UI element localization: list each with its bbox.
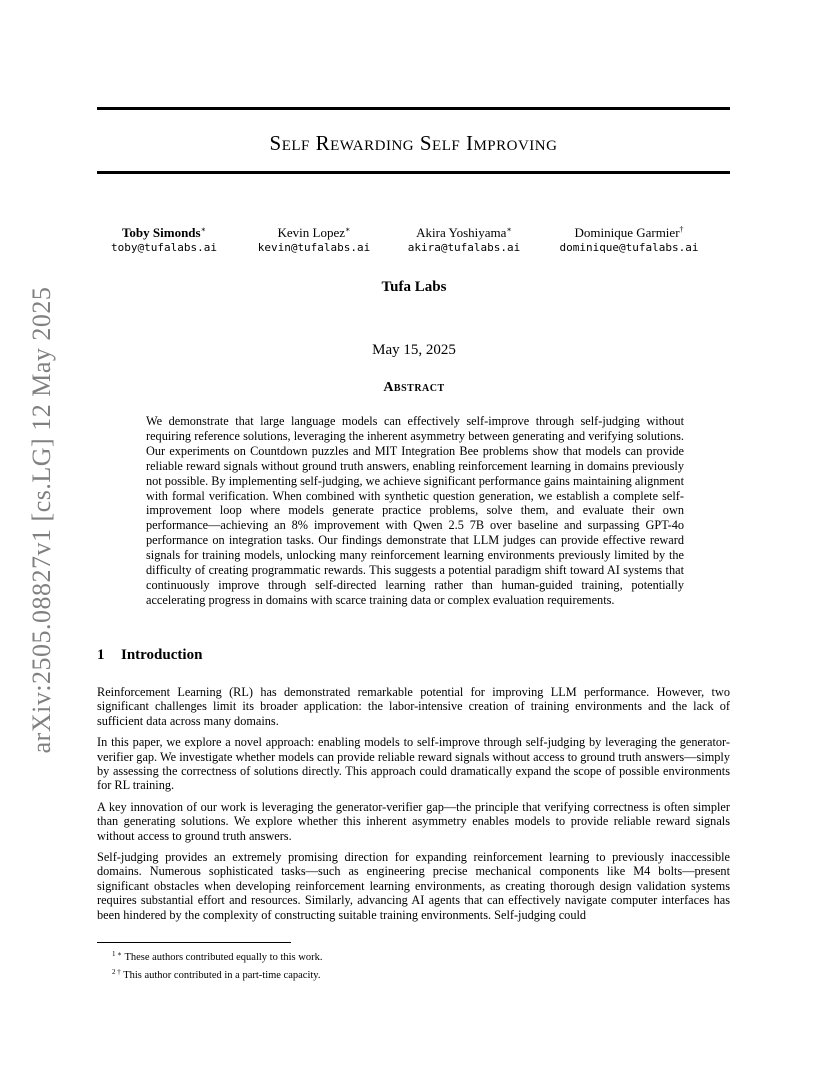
author-name: Dominique Garmier† <box>574 225 684 240</box>
author-name: Akira Yoshiyama∗ <box>416 225 512 240</box>
paragraph: In this paper, we explore a novel approach: enabling models to self-improve through self-judging by leveraging the generator-verifier gap. We investigate whether models can provide reliable reward signals without access to ground truth answers—simply by assessing the correctness of solutions directly. This approach could dramatically expand the scope of possible environments for RL training. <box>97 735 730 793</box>
section-number: 1 <box>97 647 105 663</box>
author-email: kevin@tufalabs.ai <box>257 241 371 254</box>
author-name: Kevin Lopez∗ <box>277 225 351 240</box>
author-name: Toby Simonds∗ <box>121 225 207 240</box>
paper-title: Self Rewarding Self Improving <box>269 131 558 155</box>
author-email: toby@tufalabs.ai <box>111 241 217 254</box>
section-heading <box>97 647 202 664</box>
arxiv-identifier: arXiv:2505.08827v1 [cs.LG] 12 May 2025 <box>27 286 56 754</box>
paragraph: A key innovation of our work is leveraging the generator-verifier gap—the principle that verifying correctness is often simpler than generating solutions. We explore whether this inherent asymmetry enables models to provide reliable reward signals without access to ground truth answers. <box>97 799 730 843</box>
abstract-text: We demonstrate that large language models can effectively self-improve through self-judging without requiring reference solutions, leveraging the inherent asymmetry between generating and verifying solutions. Our experiments on Countdown puzzles and MIT Integration Bee problems show that models can provide reliable reward signals without ground truth answers, enabling reinforcement learning in domains previously not possible. By implementing self-judging, we achieve significant performance gains maintaining alignment with formal verification. When combined with synthetic question generation, we establish a complete self-improvement loop where models generate practice problems, solve them, and evaluate their own performance—achieving an 8% improvement with Qwen 2.5 7B over baseline and surpassing GPT-4o performance on integration tasks. Our findings demonstrate that LLM judges can provide effective reward signals for training models, unlocking many reinforcement learning environments previously limited by the difficulty of creating programmatic rewards. This suggests a potential paradigm shift toward AI systems that continuously improve through self-directed learning rather than human-guided training, potentially accelerating progress in domains with scarce training data or complex evaluation requirements. <box>146 414 684 607</box>
publication-date: May 15, 2025 <box>372 342 456 358</box>
author-email: dominique@tufalabs.ai <box>559 241 699 254</box>
abstract-heading: Abstract <box>383 380 445 395</box>
section-title: Introduction <box>121 647 203 663</box>
title-rule-top <box>97 107 730 110</box>
affiliation: Tufa Labs <box>381 279 447 295</box>
author-email: akira@tufalabs.ai <box>407 241 521 254</box>
footnotes <box>112 947 322 983</box>
footnote-rule <box>97 942 291 943</box>
paragraph: Reinforcement Learning (RL) has demonstrated remarkable potential for improving LLM performance. However, two significant challenges limit its broader application: the labor-intensive creation of training environments and the lack of sufficient data across many domains. <box>97 685 730 728</box>
title-rule-bottom <box>97 171 730 174</box>
footnote: $^{2 \dagger}$ This author contributed in a part-time capacity. <box>112 968 321 981</box>
paragraph: Self-judging provides an extremely promising direction for expanding reinforcement learning to previously inaccessible domains. Numerous sophisticated tasks—such as engineering precise mechanical components like M4 bolts—present significant obstacles when developing reinforcement learning environments, as creating thorough design validation systems requires substantial effort and resources. Similarly, advancing AI agents that can effectively navigate computer interfaces has been hindered by the complexity of constructing suitable training environments. Self-judging could <box>97 850 730 922</box>
footnote: $^{1 ∗}$ These authors contributed equally to this work. <box>112 950 323 963</box>
author-entry <box>529 222 729 255</box>
section-body <box>97 685 730 929</box>
